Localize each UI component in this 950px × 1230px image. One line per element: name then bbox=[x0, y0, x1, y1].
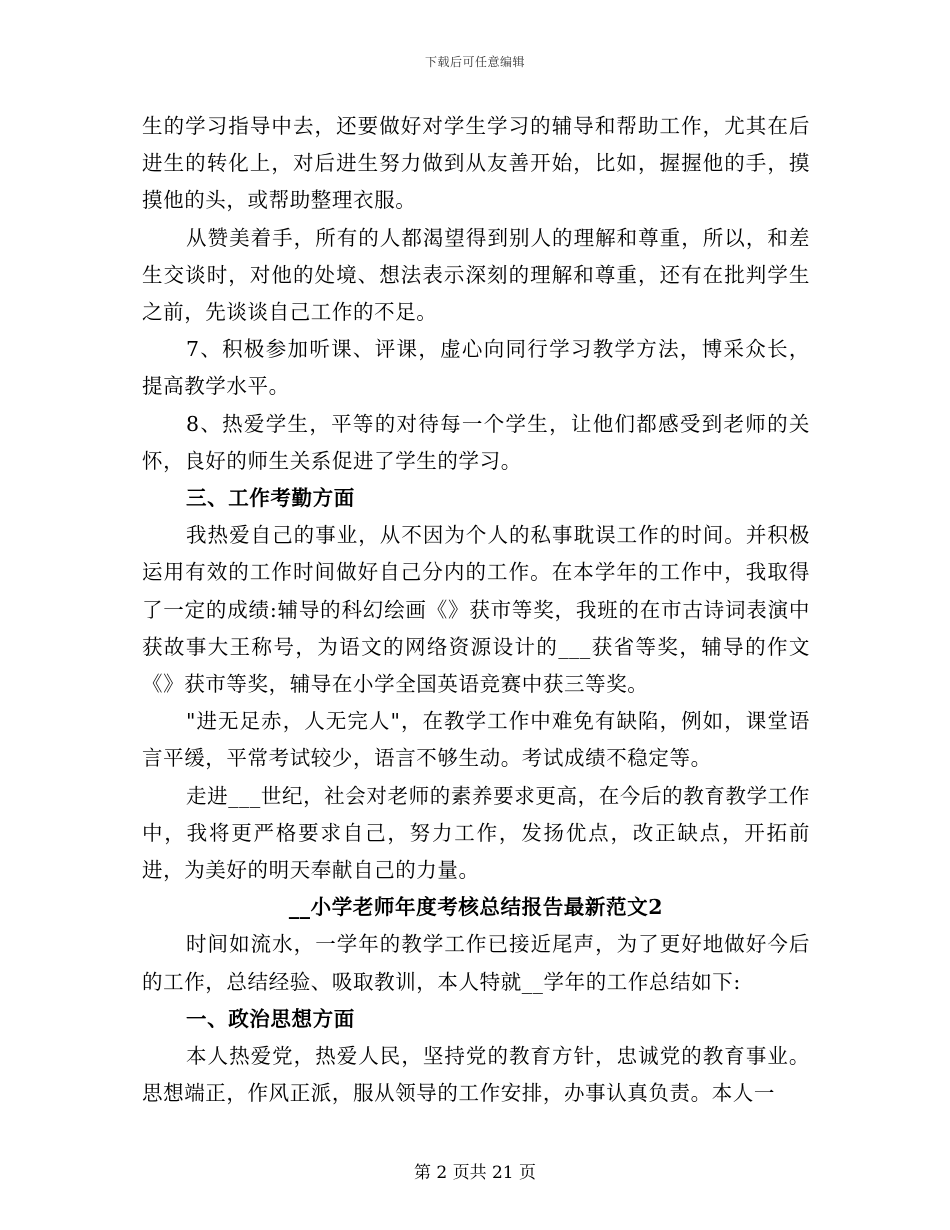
paragraph-8: 时间如流水，一学年的教学工作已接近尾声，为了更好地做好今后的工作，总结经验、吸取教训，本人特就__学年的工作总结如下: bbox=[142, 932, 810, 994]
document-body bbox=[142, 108, 810, 1112]
paragraph-9: 本人热爱党，热爱人民，坚持党的教育方针，忠诚党的教育事业。思想端正，作风正派，服从领导的工作安排，办事认真负责。本人一 bbox=[142, 1044, 810, 1106]
paragraph-3: 7、积极参加听课、评课，虚心向同行学习教学方法，博采众长，提高教学水平。 bbox=[142, 337, 810, 399]
paragraph-6: "进无足赤，人无完人"，在教学工作中难免有缺陷，例如，课堂语言平缓，平常考试较少，语言不够生动。考试成绩不稳定等。 bbox=[142, 709, 810, 771]
paragraph-2: 从赞美着手，所有的人都渴望得到别人的理解和尊重，所以，和差生交谈时，对他的处境、想法表示深刻的理解和尊重，还有在批判学生之前，先谈谈自己工作的不足。 bbox=[142, 225, 810, 325]
page-footer: 第 2 页共 21 页 bbox=[413, 1163, 537, 1183]
paragraph-4: 8、热爱学生，平等的对待每一个学生，让他们都感受到老师的关怀，良好的师生关系促进了学生的学习。 bbox=[142, 411, 810, 473]
section-heading-politics: 一、政治思想方面 bbox=[186, 1006, 355, 1031]
paragraph-7: 走进___世纪，社会对老师的素养要求更高，在今后的教育教学工作中，我将更严格要求自己，努力工作，发扬优点，改正缺点，开拓前进，为美好的明天奉献自己的力量。 bbox=[142, 783, 810, 883]
page-header: 下载后可任意编辑 bbox=[424, 55, 525, 69]
section-heading-attendance: 三、工作考勤方面 bbox=[186, 486, 355, 511]
paragraph-5: 我热爱自己的事业，从不因为个人的私事耽误工作的时间。并积极运用有效的工作时间做好自己分内的工作。在本学年的工作中，我取得了一定的成绩:辅导的科幻绘画《》获市等奖，我班的在市古诗词表演中获故事大王称号，为语文的网络资源设计的___获省等奖，辅导的作文《》获市等奖，辅导在小学全国英语竞赛中获三等奖。 bbox=[142, 523, 810, 697]
article-title: __小学老师年度考核总结报告最新范文2 bbox=[288, 895, 664, 920]
paragraph-1: 生的学习指导中去，还要做好对学生学习的辅导和帮助工作，尤其在后进生的转化上，对后进生努力做到从友善开始，比如，握握他的手，摸摸他的头，或帮助整理衣服。 bbox=[142, 114, 810, 213]
